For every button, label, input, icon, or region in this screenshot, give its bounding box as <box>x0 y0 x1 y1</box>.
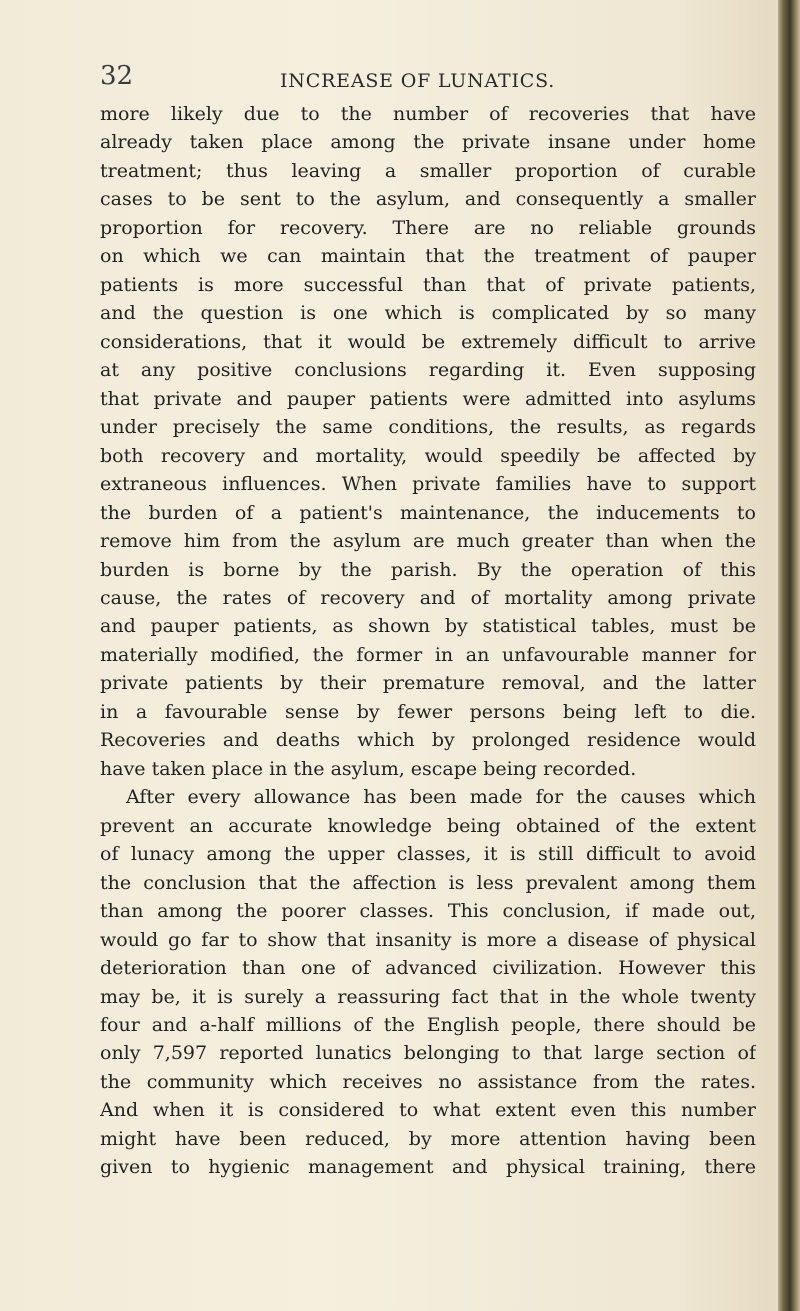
text-line: cause, the rates of recovery and of mortality among private <box>100 586 756 609</box>
text-line: Recoveries and deaths which by prolonged residence would <box>100 729 756 752</box>
text-line: only 7,597 reported lunatics belonging to that large section of <box>100 1042 756 1065</box>
text-line: the conclusion that the affection is less prevalent among them <box>100 871 756 894</box>
text-line: patients is more successful than that of private patients, <box>100 273 756 296</box>
text-line: may be, it is surely a reassuring fact that in the whole twenty <box>100 985 756 1008</box>
text-line: private patients by their premature removal, and the latter <box>100 672 756 695</box>
text-line: the burden of a patient's maintenance, the inducements to <box>100 501 756 524</box>
page-header <box>100 60 750 96</box>
text-line: considerations, that it would be extremely difficult to arrive <box>100 330 756 353</box>
text-line: that private and pauper patients were admitted into asylums <box>100 387 756 410</box>
text-line: treatment; thus leaving a smaller proportion of curable <box>100 159 756 182</box>
text-line: And when it is considered to what extent even this number <box>100 1099 756 1122</box>
text-line: the community which receives no assistance from the rates. <box>100 1070 756 1093</box>
text-line: and the question is one which is complicated by so many <box>100 302 756 325</box>
text-line: already taken place among the private insane under home <box>100 131 756 154</box>
text-line: materially modified, the former in an unfavourable manner for <box>100 643 756 666</box>
page-binding-edge <box>778 0 800 1311</box>
text-line: might have been reduced, by more attention having been <box>100 1127 756 1150</box>
page-number: 32 <box>100 61 134 91</box>
text-line: deterioration than one of advanced civilization. However this <box>100 957 756 980</box>
text-line: on which we can maintain that the treatment of pauper <box>100 245 756 268</box>
text-line: would go far to show that insanity is more a disease of physical <box>100 928 756 951</box>
text-line: under precisely the same conditions, the results, as regards <box>100 416 756 439</box>
text-line: both recovery and mortality, would speedily be affected by <box>100 444 756 467</box>
text-line: have taken place in the asylum, escape being recorded. <box>100 757 637 780</box>
body-text <box>100 100 756 1260</box>
text-line: more likely due to the number of recoveries that have <box>100 103 756 125</box>
text-line: given to hygienic management and physical training, there <box>100 1156 756 1179</box>
text-line: proportion for recovery. There are no reliable grounds <box>100 216 756 239</box>
text-line: After every allowance has been made for the causes which <box>126 786 756 809</box>
text-line: remove him from the asylum are much greater than when the <box>100 530 756 553</box>
text-line: than among the poorer classes. This conclusion, if made out, <box>100 900 756 923</box>
text-line: at any positive conclusions regarding it. Even supposing <box>100 359 756 382</box>
text-line: prevent an accurate knowledge being obtained of the extent <box>100 814 756 837</box>
text-line: of lunacy among the upper classes, it is still difficult to avoid <box>100 843 756 866</box>
text-line: in a favourable sense by fewer persons being left to die. <box>100 700 756 723</box>
running-title: INCREASE OF LUNATICS. <box>280 70 556 92</box>
text-line: four and a-half millions of the English people, there should be <box>100 1014 756 1036</box>
text-line: and pauper patients, as shown by statistical tables, must be <box>100 615 756 638</box>
text-line: cases to be sent to the asylum, and consequently a smaller <box>100 188 756 211</box>
text-line: extraneous influences. When private families have to support <box>100 473 756 496</box>
text-line: burden is borne by the parish. By the operation of this <box>100 558 756 581</box>
